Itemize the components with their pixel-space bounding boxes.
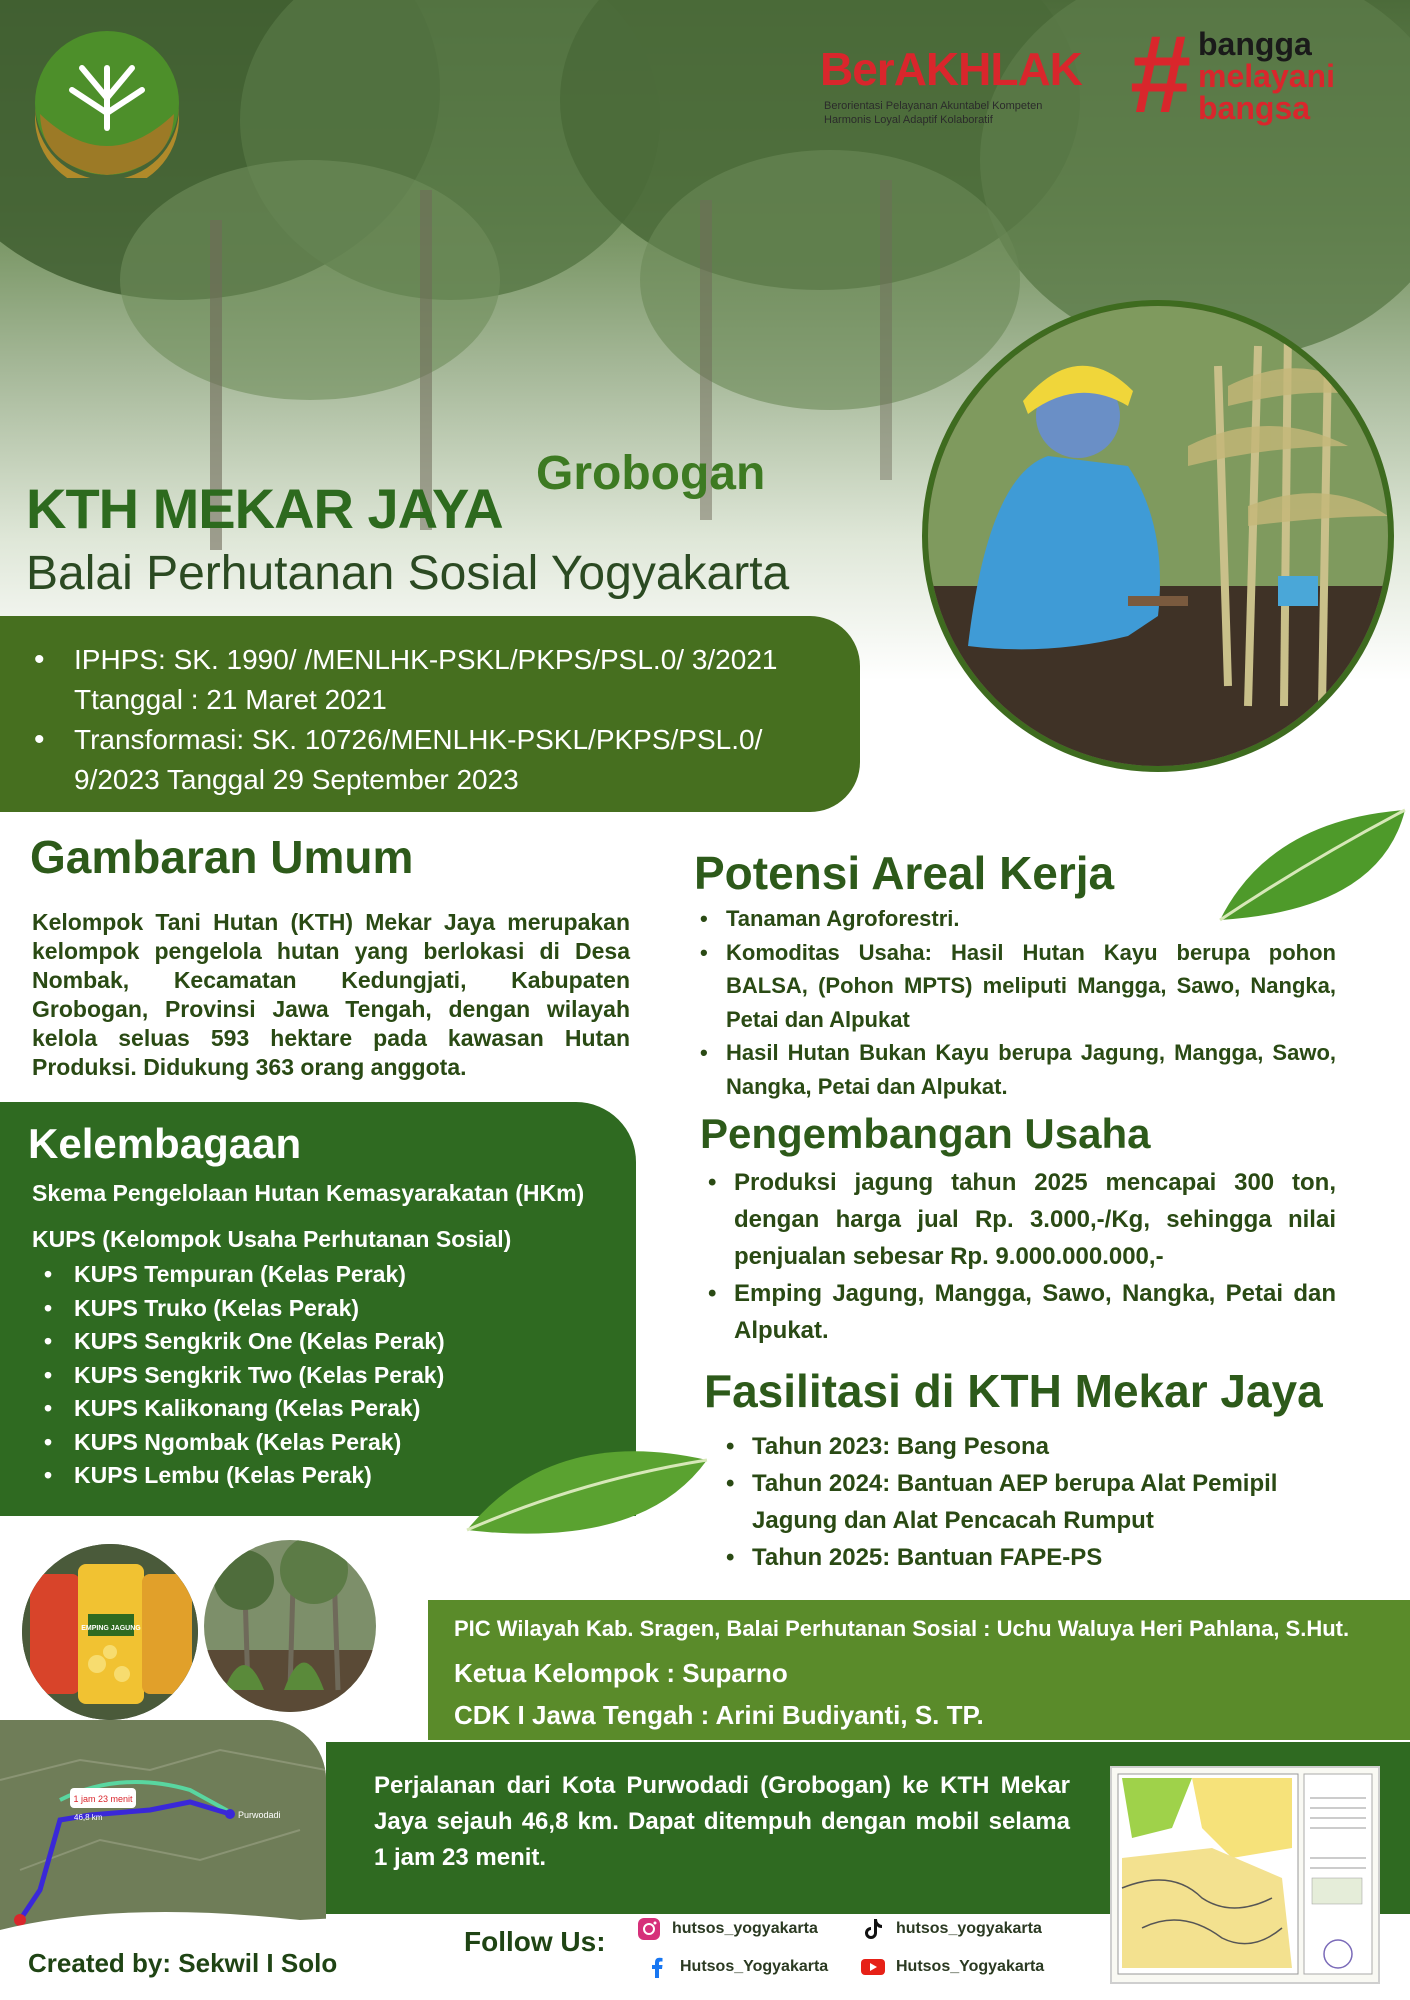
kups-item: • KUPS Truko (Kelas Perak) — [74, 1292, 445, 1326]
trip-text: Perjalanan dari Kota Purwodadi (Grobogan) ke KTH Mekar Jaya sejauh 46,8 km. Dapat ditempuh dengan mobil selama 1 jam 23 menit. — [374, 1772, 1070, 1871]
product-bag-label: EMPING JAGUNG — [81, 1625, 141, 1632]
follow-us-label: Follow Us: — [464, 1926, 606, 1957]
berakhlak-tagline-1: Berorientasi Pelayanan Akuntabel Kompeten — [824, 100, 1043, 112]
ketua-kelompok: Ketua Kelompok : Suparno — [454, 1658, 788, 1688]
fasilitasi-list — [752, 1428, 1362, 1576]
route-time-label: 1 jam 23 menit — [73, 1794, 133, 1804]
instagram-handle: hutsos_yogyakarta — [672, 1920, 818, 1937]
hash-icon: # — [1130, 13, 1192, 136]
kups-item: • KUPS Lembu (Kelas Perak) — [74, 1459, 445, 1493]
kups-item: • KUPS Sengkrik One (Kelas Perak) — [74, 1325, 445, 1359]
kups-item: • KUPS Tempuran (Kelas Perak) — [74, 1258, 445, 1292]
potensi-list — [726, 902, 1336, 1103]
sk-info-box — [0, 616, 860, 812]
region-title: Grobogan — [536, 447, 766, 500]
berakhlak-brand — [820, 13, 1380, 136]
fasilitasi-item: • Tahun 2024: Bantuan AEP berupa Alat Pemipil Jagung dan Alat Pencacah Rumput — [752, 1465, 1362, 1539]
kelembagaan-heading: Kelembagaan — [28, 1120, 302, 1167]
pic-box — [428, 1600, 1410, 1740]
farmer-photo — [922, 300, 1394, 772]
org-subtitle: Balai Perhutanan Sosial Yogyakarta — [26, 547, 790, 600]
leaf-decoration-icon — [462, 1420, 712, 1550]
facebook-handle: Hutsos_Yogyakarta — [680, 1958, 829, 1975]
sk-item-transformasi: • Transformasi: SK. 10726/MENLHK-PSKL/PKPS/PSL.0/ 9/2023 Tanggal 29 September 2023 — [34, 720, 820, 800]
kups-title: KUPS (Kelompok Usaha Perhutanan Sosial) — [32, 1226, 512, 1252]
potensi-item: • Hasil Hutan Bukan Kayu berupa Jagung, Mangga, Sawo, Nangka, Petai dan Alpukat. — [726, 1036, 1336, 1103]
pengembangan-item: • Emping Jagung, Mangga, Sawo, Nangka, Petai dan Alpukat. — [734, 1275, 1336, 1349]
forest-photo — [204, 1540, 376, 1712]
youtube-link[interactable] — [860, 1954, 1044, 1980]
youtube-icon — [860, 1954, 886, 1980]
sk-list — [34, 640, 820, 800]
leaf-decoration-icon — [1210, 800, 1410, 930]
bangga-text: bangga — [1198, 26, 1312, 62]
potensi-heading: Potensi Areal Kerja — [694, 847, 1115, 899]
route-destination-label: Purwodadi — [238, 1810, 281, 1820]
instagram-icon — [636, 1916, 662, 1942]
gambaran-text: Kelompok Tani Hutan (KTH) Mekar Jaya merupakan kelompok pengelola hutan yang berlokasi di Desa Nombak, Kecamatan Kedungjati, Kabupaten Grobogan, Provinsi Jawa Tengah, dengan wilayah kelola seluas 593 hektare pada kawasan Hutan Produksi. Didukung 363 orang anggota. — [32, 909, 630, 1080]
pic-wilayah: PIC Wilayah Kab. Sragen, Balai Perhutanan Sosial : Uchu Waluya Heri Pahlana, S.Hut. — [454, 1616, 1350, 1641]
facebook-icon — [644, 1954, 670, 1980]
kementerian-logo — [32, 28, 182, 178]
sk-item-iphps: • IPHPS: SK. 1990/ /MENLHK-PSKL/PKPS/PSL.0/ 3/2021 Ttanggal : 21 Maret 2021 — [34, 640, 820, 720]
pengembangan-item: • Produksi jagung tahun 2025 mencapai 300 ton, dengan harga jual Rp. 3.000,-/Kg, sehingga nilai penjualan sebesar Rp. 9.000.000.000,- — [734, 1164, 1336, 1275]
kups-list — [74, 1258, 445, 1493]
berakhlak-tagline-2: Harmonis Loyal Adaptif Kolaboratif — [824, 114, 993, 126]
potensi-item: • Komoditas Usaha: Hasil Hutan Kayu berupa pohon BALSA, (Pohon MPTS) meliputi Mangga, Sawo, Nangka, Petai dan Alpukat — [726, 936, 1336, 1037]
gambaran-heading: Gambaran Umum — [30, 831, 414, 883]
bangsa-text: bangsa — [1198, 90, 1311, 126]
instagram-link[interactable] — [636, 1916, 818, 1942]
fasilitasi-item: • Tahun 2025: Bantuan FAPE-PS — [752, 1539, 1362, 1576]
skema-text: Skema Pengelolaan Hutan Kemasyarakatan (HKm) — [32, 1180, 585, 1206]
pengembangan-list — [734, 1164, 1336, 1349]
cdk-jawa-tengah: CDK I Jawa Tengah : Arini Budiyanti, S. TP. — [454, 1700, 984, 1730]
fasilitasi-item: • Tahun 2023: Bang Pesona — [752, 1428, 1362, 1465]
fasilitasi-heading: Fasilitasi di KTH Mekar Jaya — [704, 1365, 1323, 1417]
berakhlak-wordmark: BerAKHLAK — [820, 43, 1082, 95]
kups-item: • KUPS Kalikonang (Kelas Perak) — [74, 1392, 445, 1426]
tiktok-link[interactable] — [860, 1916, 1042, 1942]
page-title: KTH MEKAR JAYA — [26, 477, 503, 540]
tiktok-handle: hutsos_yogyakarta — [896, 1920, 1042, 1937]
kups-item: • KUPS Sengkrik Two (Kelas Perak) — [74, 1359, 445, 1393]
youtube-handle: Hutsos_Yogyakarta — [896, 1958, 1045, 1975]
route-distance-label: 46,8 km — [74, 1813, 103, 1822]
pengembangan-heading: Pengembangan Usaha — [700, 1110, 1151, 1157]
facebook-link[interactable] — [644, 1954, 828, 1980]
product-emping-photo — [22, 1544, 198, 1720]
kups-item: • KUPS Ngombak (Kelas Perak) — [74, 1426, 445, 1460]
melayani-text: melayani — [1198, 58, 1335, 94]
created-by: Created by: Sekwil I Solo — [28, 1948, 338, 1978]
tiktok-icon — [860, 1916, 886, 1942]
potensi-item: • Tanaman Agroforestri. — [726, 902, 1336, 936]
